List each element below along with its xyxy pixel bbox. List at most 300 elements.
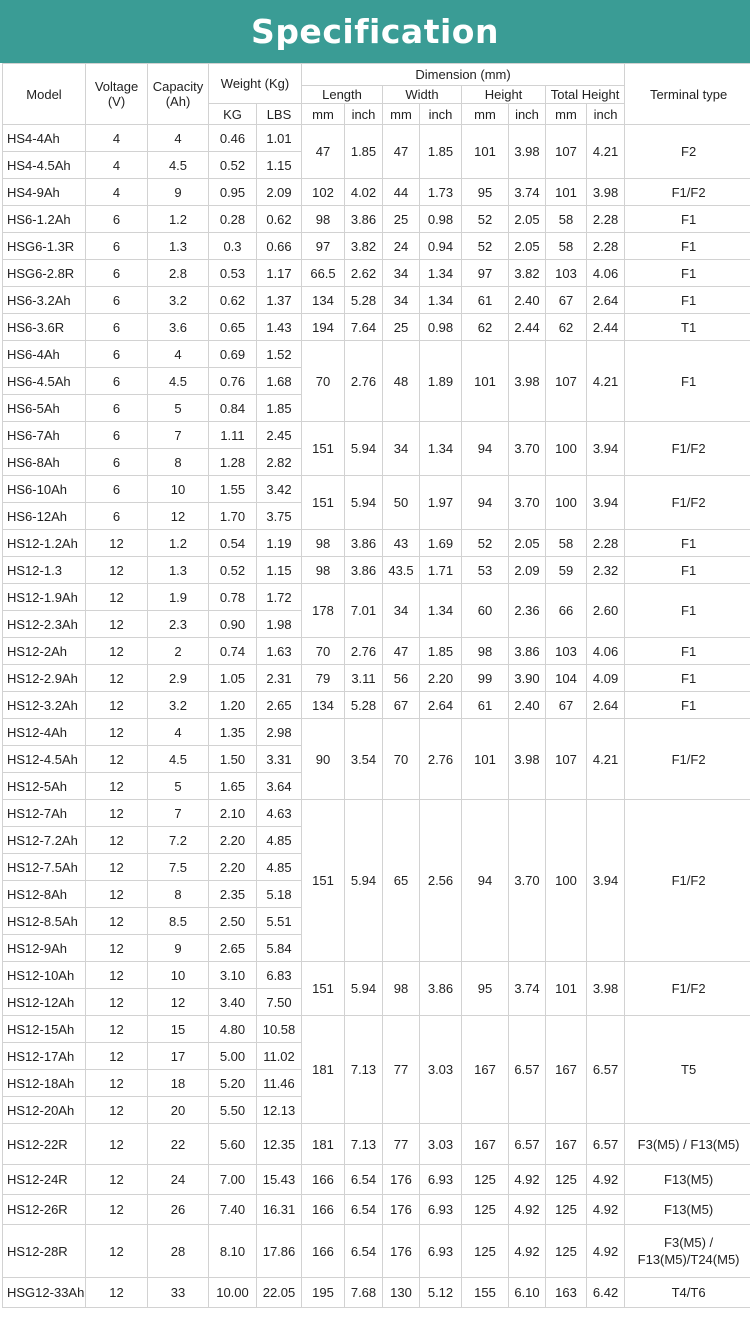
height-inch-cell: 4.92: [509, 1165, 546, 1195]
length-mm-cell: 79: [302, 665, 345, 692]
length-inch-cell: 7.13: [345, 1016, 383, 1124]
length-mm-cell: 98: [302, 206, 345, 233]
voltage-cell: 6: [86, 368, 148, 395]
length-mm-cell: 134: [302, 692, 345, 719]
model-cell: HS12-1.9Ah: [3, 584, 86, 611]
length-inch-cell: 3.86: [345, 530, 383, 557]
capacity-cell: 12: [148, 503, 209, 530]
terminal-cell: F1: [625, 584, 750, 638]
model-cell: HS12-4Ah: [3, 719, 86, 746]
weight-kg-cell: 0.90: [209, 611, 257, 638]
model-cell: HS6-12Ah: [3, 503, 86, 530]
width-mm-cell: 25: [383, 206, 420, 233]
total-height-mm-cell: 58: [546, 206, 587, 233]
weight-kg-cell: 1.35: [209, 719, 257, 746]
weight-lbs-cell: 1.68: [257, 368, 302, 395]
page-title: Specification: [251, 12, 499, 51]
capacity-cell: 3.2: [148, 692, 209, 719]
total-height-inch-cell: 2.32: [587, 557, 625, 584]
voltage-cell: 12: [86, 665, 148, 692]
table-row: [3, 557, 750, 584]
header-height: Height: [462, 86, 546, 104]
capacity-cell: 3.2: [148, 287, 209, 314]
height-inch-cell: 2.40: [509, 287, 546, 314]
weight-kg-cell: 0.52: [209, 152, 257, 179]
capacity-cell: 3.6: [148, 314, 209, 341]
header-lbs: LBS: [257, 104, 302, 125]
weight-lbs-cell: 1.43: [257, 314, 302, 341]
total-height-mm-cell: 167: [546, 1124, 587, 1165]
width-mm-cell: 98: [383, 962, 420, 1016]
table-row: [3, 584, 750, 611]
height-inch-cell: 3.86: [509, 638, 546, 665]
voltage-cell: 6: [86, 422, 148, 449]
weight-lbs-cell: 11.46: [257, 1070, 302, 1097]
total-height-inch-cell: 4.06: [587, 638, 625, 665]
terminal-cell: F1: [625, 557, 750, 584]
voltage-cell: 12: [86, 557, 148, 584]
model-cell: HS12-24R: [3, 1165, 86, 1195]
width-inch-cell: 1.85: [420, 638, 462, 665]
weight-kg-cell: 0.54: [209, 530, 257, 557]
voltage-cell: 12: [86, 908, 148, 935]
table-row: [3, 638, 750, 665]
width-mm-cell: 176: [383, 1165, 420, 1195]
header-voltage: Voltage (V): [86, 64, 148, 125]
height-mm-cell: 101: [462, 341, 509, 422]
capacity-cell: 28: [148, 1225, 209, 1278]
length-mm-cell: 166: [302, 1225, 345, 1278]
model-cell: HS6-3.6R: [3, 314, 86, 341]
weight-lbs-cell: 22.05: [257, 1278, 302, 1308]
model-cell: HS6-8Ah: [3, 449, 86, 476]
weight-kg-cell: 8.10: [209, 1225, 257, 1278]
table-row: [3, 233, 750, 260]
voltage-cell: 12: [86, 827, 148, 854]
weight-lbs-cell: 2.31: [257, 665, 302, 692]
height-inch-cell: 2.05: [509, 206, 546, 233]
table-row: [3, 1195, 750, 1225]
height-mm-cell: 125: [462, 1225, 509, 1278]
length-inch-cell: 3.82: [345, 233, 383, 260]
model-cell: HS12-15Ah: [3, 1016, 86, 1043]
width-mm-cell: 47: [383, 638, 420, 665]
height-inch-cell: 2.44: [509, 314, 546, 341]
terminal-cell: F1/F2: [625, 962, 750, 1016]
table-row: [3, 341, 750, 368]
capacity-cell: 33: [148, 1278, 209, 1308]
weight-lbs-cell: 10.58: [257, 1016, 302, 1043]
terminal-cell: F1: [625, 692, 750, 719]
voltage-cell: 12: [86, 881, 148, 908]
total-height-inch-cell: 3.94: [587, 422, 625, 476]
width-mm-cell: 65: [383, 800, 420, 962]
header-total-inch: inch: [587, 104, 625, 125]
header-model: Model: [3, 64, 86, 125]
length-mm-cell: 98: [302, 557, 345, 584]
length-inch-cell: 7.13: [345, 1124, 383, 1165]
header-length-inch: inch: [345, 104, 383, 125]
weight-kg-cell: 2.20: [209, 854, 257, 881]
total-height-inch-cell: 4.92: [587, 1225, 625, 1278]
length-inch-cell: 7.64: [345, 314, 383, 341]
width-mm-cell: 77: [383, 1016, 420, 1124]
weight-kg-cell: 1.11: [209, 422, 257, 449]
voltage-cell: 4: [86, 179, 148, 206]
weight-lbs-cell: 12.13: [257, 1097, 302, 1124]
terminal-cell: F13(M5): [625, 1165, 750, 1195]
total-height-mm-cell: 163: [546, 1278, 587, 1308]
capacity-cell: 4.5: [148, 152, 209, 179]
height-inch-cell: 3.98: [509, 719, 546, 800]
total-height-mm-cell: 125: [546, 1225, 587, 1278]
height-inch-cell: 3.74: [509, 179, 546, 206]
height-mm-cell: 61: [462, 692, 509, 719]
height-mm-cell: 61: [462, 287, 509, 314]
voltage-cell: 12: [86, 1097, 148, 1124]
length-mm-cell: 151: [302, 422, 345, 476]
length-mm-cell: 181: [302, 1016, 345, 1124]
width-inch-cell: 6.93: [420, 1195, 462, 1225]
model-cell: HS12-3.2Ah: [3, 692, 86, 719]
weight-lbs-cell: 3.31: [257, 746, 302, 773]
voltage-cell: 12: [86, 584, 148, 611]
weight-lbs-cell: 12.35: [257, 1124, 302, 1165]
voltage-cell: 12: [86, 611, 148, 638]
voltage-cell: 6: [86, 314, 148, 341]
length-inch-cell: 5.94: [345, 962, 383, 1016]
total-height-inch-cell: 2.28: [587, 530, 625, 557]
total-height-mm-cell: 100: [546, 800, 587, 962]
title-banner: [0, 0, 750, 63]
height-mm-cell: 94: [462, 800, 509, 962]
total-height-mm-cell: 125: [546, 1195, 587, 1225]
weight-kg-cell: 1.20: [209, 692, 257, 719]
weight-lbs-cell: 2.98: [257, 719, 302, 746]
terminal-cell: F1/F2: [625, 719, 750, 800]
total-height-inch-cell: 4.06: [587, 260, 625, 287]
total-height-inch-cell: 3.94: [587, 800, 625, 962]
model-cell: HS6-3.2Ah: [3, 287, 86, 314]
capacity-cell: 5: [148, 773, 209, 800]
total-height-mm-cell: 107: [546, 341, 587, 422]
height-inch-cell: 3.82: [509, 260, 546, 287]
voltage-cell: 12: [86, 1195, 148, 1225]
capacity-cell: 4: [148, 341, 209, 368]
capacity-cell: 1.2: [148, 530, 209, 557]
model-cell: HS12-8Ah: [3, 881, 86, 908]
weight-kg-cell: 1.28: [209, 449, 257, 476]
weight-lbs-cell: 4.85: [257, 827, 302, 854]
total-height-mm-cell: 104: [546, 665, 587, 692]
length-inch-cell: 6.54: [345, 1165, 383, 1195]
total-height-mm-cell: 100: [546, 422, 587, 476]
terminal-cell: F1/F2: [625, 422, 750, 476]
capacity-cell: 26: [148, 1195, 209, 1225]
capacity-cell: 7.2: [148, 827, 209, 854]
length-inch-cell: 2.76: [345, 341, 383, 422]
capacity-cell: 9: [148, 179, 209, 206]
total-height-mm-cell: 103: [546, 260, 587, 287]
capacity-cell: 10: [148, 962, 209, 989]
width-mm-cell: 44: [383, 179, 420, 206]
model-cell: HS12-26R: [3, 1195, 86, 1225]
voltage-cell: 12: [86, 854, 148, 881]
height-mm-cell: 53: [462, 557, 509, 584]
width-inch-cell: 2.20: [420, 665, 462, 692]
table-row: [3, 1124, 750, 1165]
weight-kg-cell: 5.20: [209, 1070, 257, 1097]
terminal-cell: F1: [625, 530, 750, 557]
height-inch-cell: 3.98: [509, 341, 546, 422]
weight-kg-cell: 2.50: [209, 908, 257, 935]
total-height-inch-cell: 6.57: [587, 1124, 625, 1165]
capacity-cell: 7: [148, 422, 209, 449]
table-row: [3, 476, 750, 503]
length-inch-cell: 3.86: [345, 557, 383, 584]
total-height-mm-cell: 103: [546, 638, 587, 665]
width-inch-cell: 2.56: [420, 800, 462, 962]
capacity-cell: 4.5: [148, 368, 209, 395]
capacity-cell: 8: [148, 449, 209, 476]
voltage-cell: 6: [86, 341, 148, 368]
weight-kg-cell: 10.00: [209, 1278, 257, 1308]
weight-kg-cell: 1.70: [209, 503, 257, 530]
width-inch-cell: 1.34: [420, 260, 462, 287]
model-cell: HS6-4.5Ah: [3, 368, 86, 395]
header-capacity: Capacity (Ah): [148, 64, 209, 125]
height-inch-cell: 3.98: [509, 125, 546, 179]
length-mm-cell: 70: [302, 341, 345, 422]
table-body: [3, 125, 750, 1308]
width-mm-cell: 50: [383, 476, 420, 530]
table-row: [3, 1016, 750, 1043]
length-inch-cell: 1.85: [345, 125, 383, 179]
capacity-cell: 1.3: [148, 557, 209, 584]
table-row: [3, 422, 750, 449]
total-height-mm-cell: 107: [546, 125, 587, 179]
terminal-cell: F1: [625, 665, 750, 692]
weight-kg-cell: 0.28: [209, 206, 257, 233]
weight-lbs-cell: 2.82: [257, 449, 302, 476]
model-cell: HSG6-2.8R: [3, 260, 86, 287]
voltage-cell: 12: [86, 1043, 148, 1070]
weight-kg-cell: 0.62: [209, 287, 257, 314]
total-height-mm-cell: 125: [546, 1165, 587, 1195]
height-inch-cell: 2.05: [509, 233, 546, 260]
total-height-inch-cell: 2.60: [587, 584, 625, 638]
weight-kg-cell: 5.00: [209, 1043, 257, 1070]
weight-lbs-cell: 2.09: [257, 179, 302, 206]
weight-kg-cell: 7.00: [209, 1165, 257, 1195]
table-row: [3, 665, 750, 692]
header-total-height: Total Height: [546, 86, 625, 104]
total-height-mm-cell: 100: [546, 476, 587, 530]
weight-kg-cell: 0.84: [209, 395, 257, 422]
capacity-cell: 12: [148, 989, 209, 1016]
weight-kg-cell: 0.52: [209, 557, 257, 584]
header-width-inch: inch: [420, 104, 462, 125]
width-mm-cell: 56: [383, 665, 420, 692]
model-cell: HS12-10Ah: [3, 962, 86, 989]
length-inch-cell: 2.76: [345, 638, 383, 665]
width-inch-cell: 1.69: [420, 530, 462, 557]
weight-kg-cell: 5.60: [209, 1124, 257, 1165]
table-row: [3, 692, 750, 719]
header-height-inch: inch: [509, 104, 546, 125]
voltage-cell: 12: [86, 773, 148, 800]
length-inch-cell: 5.28: [345, 692, 383, 719]
header-height-mm: mm: [462, 104, 509, 125]
capacity-cell: 17: [148, 1043, 209, 1070]
height-mm-cell: 52: [462, 530, 509, 557]
width-inch-cell: 1.34: [420, 422, 462, 476]
header-length: Length: [302, 86, 383, 104]
weight-lbs-cell: 17.86: [257, 1225, 302, 1278]
width-inch-cell: 2.64: [420, 692, 462, 719]
width-mm-cell: 47: [383, 125, 420, 179]
height-mm-cell: 125: [462, 1195, 509, 1225]
weight-kg-cell: 1.55: [209, 476, 257, 503]
terminal-cell: F3(M5) / F13(M5)/T24(M5): [625, 1225, 750, 1278]
weight-kg-cell: 2.65: [209, 935, 257, 962]
length-mm-cell: 134: [302, 287, 345, 314]
model-cell: HS12-18Ah: [3, 1070, 86, 1097]
capacity-cell: 18: [148, 1070, 209, 1097]
voltage-cell: 12: [86, 935, 148, 962]
voltage-cell: 12: [86, 1278, 148, 1308]
width-inch-cell: 0.94: [420, 233, 462, 260]
width-mm-cell: 176: [383, 1225, 420, 1278]
length-mm-cell: 90: [302, 719, 345, 800]
weight-lbs-cell: 1.15: [257, 152, 302, 179]
height-inch-cell: 6.57: [509, 1016, 546, 1124]
weight-lbs-cell: 5.84: [257, 935, 302, 962]
weight-kg-cell: 0.78: [209, 584, 257, 611]
weight-kg-cell: 2.35: [209, 881, 257, 908]
total-height-mm-cell: 107: [546, 719, 587, 800]
length-inch-cell: 5.94: [345, 476, 383, 530]
length-mm-cell: 66.5: [302, 260, 345, 287]
capacity-cell: 8.5: [148, 908, 209, 935]
voltage-cell: 12: [86, 1070, 148, 1097]
weight-kg-cell: 0.53: [209, 260, 257, 287]
length-mm-cell: 70: [302, 638, 345, 665]
weight-kg-cell: 2.20: [209, 827, 257, 854]
total-height-mm-cell: 101: [546, 962, 587, 1016]
width-mm-cell: 34: [383, 260, 420, 287]
weight-lbs-cell: 11.02: [257, 1043, 302, 1070]
width-inch-cell: 1.34: [420, 287, 462, 314]
total-height-mm-cell: 167: [546, 1016, 587, 1124]
weight-kg-cell: 0.74: [209, 638, 257, 665]
table-row: [3, 800, 750, 827]
weight-lbs-cell: 5.18: [257, 881, 302, 908]
table-row: [3, 287, 750, 314]
width-inch-cell: 1.97: [420, 476, 462, 530]
height-inch-cell: 2.40: [509, 692, 546, 719]
weight-lbs-cell: 1.63: [257, 638, 302, 665]
table-row: [3, 530, 750, 557]
header-terminal: Terminal type: [625, 64, 750, 125]
total-height-inch-cell: 4.21: [587, 125, 625, 179]
header-length-mm: mm: [302, 104, 345, 125]
weight-lbs-cell: 16.31: [257, 1195, 302, 1225]
length-inch-cell: 3.11: [345, 665, 383, 692]
capacity-cell: 7.5: [148, 854, 209, 881]
header-weight: Weight (Kg): [209, 64, 302, 104]
model-cell: HS12-28R: [3, 1225, 86, 1278]
height-mm-cell: 125: [462, 1165, 509, 1195]
terminal-cell: F1/F2: [625, 476, 750, 530]
height-mm-cell: 52: [462, 233, 509, 260]
height-inch-cell: 3.70: [509, 800, 546, 962]
weight-kg-cell: 4.80: [209, 1016, 257, 1043]
capacity-cell: 10: [148, 476, 209, 503]
length-inch-cell: 5.94: [345, 800, 383, 962]
width-mm-cell: 34: [383, 422, 420, 476]
model-cell: HSG6-1.3R: [3, 233, 86, 260]
weight-lbs-cell: 1.85: [257, 395, 302, 422]
voltage-cell: 12: [86, 1124, 148, 1165]
height-mm-cell: 99: [462, 665, 509, 692]
capacity-cell: 1.2: [148, 206, 209, 233]
width-mm-cell: 130: [383, 1278, 420, 1308]
voltage-cell: 12: [86, 746, 148, 773]
weight-lbs-cell: 1.72: [257, 584, 302, 611]
model-cell: HS6-1.2Ah: [3, 206, 86, 233]
weight-kg-cell: 7.40: [209, 1195, 257, 1225]
voltage-cell: 12: [86, 989, 148, 1016]
weight-kg-cell: 0.46: [209, 125, 257, 152]
total-height-inch-cell: 2.64: [587, 692, 625, 719]
model-cell: HS4-4.5Ah: [3, 152, 86, 179]
width-inch-cell: 0.98: [420, 314, 462, 341]
total-height-inch-cell: 6.42: [587, 1278, 625, 1308]
capacity-cell: 2: [148, 638, 209, 665]
weight-lbs-cell: 1.98: [257, 611, 302, 638]
terminal-cell: F1: [625, 260, 750, 287]
width-mm-cell: 24: [383, 233, 420, 260]
model-cell: HS12-20Ah: [3, 1097, 86, 1124]
total-height-inch-cell: 4.09: [587, 665, 625, 692]
width-inch-cell: 2.76: [420, 719, 462, 800]
height-mm-cell: 101: [462, 125, 509, 179]
length-mm-cell: 166: [302, 1195, 345, 1225]
capacity-cell: 15: [148, 1016, 209, 1043]
length-inch-cell: 6.54: [345, 1225, 383, 1278]
length-mm-cell: 178: [302, 584, 345, 638]
voltage-cell: 6: [86, 206, 148, 233]
height-inch-cell: 3.90: [509, 665, 546, 692]
terminal-cell: F1/F2: [625, 179, 750, 206]
width-inch-cell: 1.89: [420, 341, 462, 422]
length-mm-cell: 102: [302, 179, 345, 206]
length-mm-cell: 151: [302, 476, 345, 530]
total-height-inch-cell: 3.94: [587, 476, 625, 530]
height-mm-cell: 167: [462, 1016, 509, 1124]
length-mm-cell: 97: [302, 233, 345, 260]
header-width-mm: mm: [383, 104, 420, 125]
model-cell: HS12-7.2Ah: [3, 827, 86, 854]
model-cell: HSG12-33Ah: [3, 1278, 86, 1308]
capacity-cell: 22: [148, 1124, 209, 1165]
height-inch-cell: 2.09: [509, 557, 546, 584]
weight-lbs-cell: 1.37: [257, 287, 302, 314]
height-mm-cell: 101: [462, 719, 509, 800]
width-inch-cell: 0.98: [420, 206, 462, 233]
weight-lbs-cell: 1.15: [257, 557, 302, 584]
